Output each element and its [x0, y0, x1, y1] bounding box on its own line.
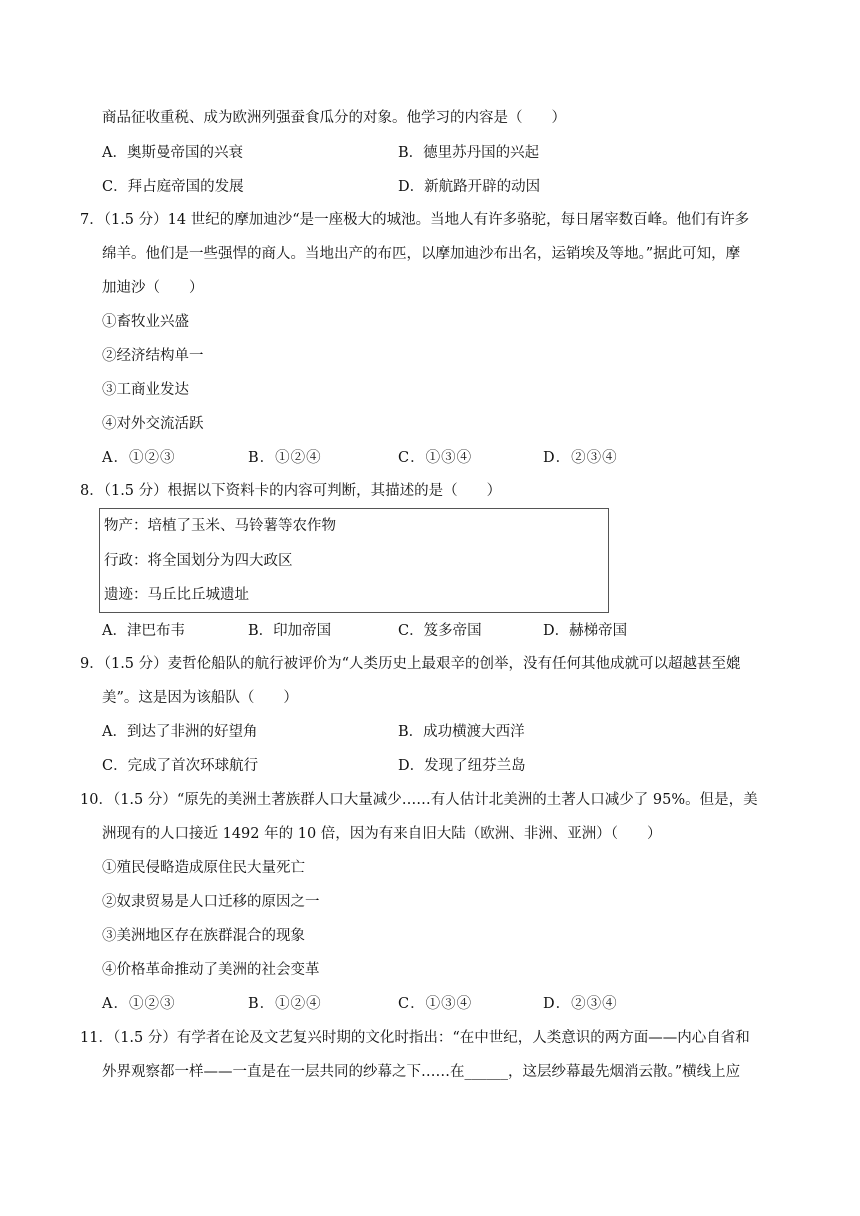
q7-option-d: D．②③④	[543, 450, 618, 466]
q7-option-a: A．①②③	[102, 450, 176, 466]
q11-stem-line-1: 11．（1.5 分）有学者在论及文艺复兴时期的文化时指出：“在中世纪，人类意识的两方面——内心自省和	[80, 1030, 750, 1046]
q8-card-line-2: 行政：将全国划分为四大政区	[104, 553, 293, 569]
q8-card-line-1: 物产：培植了玉米、马铃薯等农作物	[104, 518, 336, 534]
q9-stem-line-2: 美”。这是因为该船队（ ）	[102, 690, 298, 706]
q7-option-b: B．①②④	[248, 450, 322, 466]
q7-item-2: ②经济结构单一	[102, 348, 204, 364]
q10-item-2: ②奴隶贸易是人口迁移的原因之一	[102, 894, 320, 910]
q10-option-a: A．①②③	[102, 996, 176, 1012]
q9-option-a: A．到达了非洲的好望角	[102, 724, 258, 740]
q6-option-b: B．德里苏丹国的兴起	[398, 145, 540, 161]
q6-option-d: D．新航路开辟的动因	[398, 179, 541, 195]
q6-option-c: C．拜占庭帝国的发展	[102, 179, 244, 195]
q9-stem-line-1: 9．（1.5 分）麦哲伦船队的航行被评价为“人类历史上最艰辛的创举，没有任何其他成就可以超越甚至媲	[80, 656, 741, 672]
q11-stem-line-2: 外界观察都一样——一直是在一层共同的纱幕之下……在______，这层纱幕最先烟消云散。”横线上应	[102, 1064, 741, 1080]
q6-option-a: A．奥斯曼帝国的兴衰	[102, 145, 243, 161]
q9-option-b: B．成功横渡大西洋	[398, 724, 525, 740]
q10-option-b: B．①②④	[248, 996, 322, 1012]
q10-stem-line-2: 洲现有的人口接近 1492 年的 10 倍，因为有来自旧大陆（欧洲、非洲、亚洲）（ ）	[102, 826, 662, 842]
q10-option-c: C．①③④	[398, 996, 473, 1012]
q8-option-d: D．赫梯帝国	[543, 623, 628, 639]
q9-option-d: D．发现了纽芬兰岛	[398, 758, 526, 774]
q8-stem-line-1: 8．（1.5 分）根据以下资料卡的内容可判断，其描述的是（ ）	[80, 483, 502, 499]
q9-option-c: C．完成了首次环球航行	[102, 758, 259, 774]
q8-card-line-3: 遗迹：马丘比丘城遗址	[104, 587, 249, 603]
q8-option-b: B．印加帝国	[248, 623, 332, 639]
q7-stem-line-2: 绵羊。他们是一些强悍的商人。当地出产的布匹，以摩加迪沙布出名，运销埃及等地。”据此可知，摩	[102, 246, 741, 262]
q7-stem-line-1: 7．（1.5 分）14 世纪的摩加迪沙“是一座极大的城池。当地人有许多骆驼，每日屠宰数百峰。他们有许多	[80, 212, 750, 228]
q10-item-1: ①殖民侵略造成原住民大量死亡	[102, 860, 305, 876]
q8-option-c: C．笈多帝国	[398, 623, 482, 639]
q7-option-c: C．①③④	[398, 450, 473, 466]
q10-item-3: ③美洲地区存在族群混合的现象	[102, 928, 305, 944]
q6-stem-continuation: 商品征收重税、成为欧洲列强蚕食瓜分的对象。他学习的内容是（ ）	[102, 110, 566, 126]
q7-item-1: ①畜牧业兴盛	[102, 314, 189, 330]
q10-stem-line-1: 10．（1.5 分）“原先的美洲土著族群人口大量减少……有人估计北美洲的土著人口减少了 95%。但是，美	[80, 792, 758, 808]
q7-item-4: ④对外交流活跃	[102, 416, 204, 432]
q10-option-d: D．②③④	[543, 996, 618, 1012]
q10-item-4: ④价格革命推动了美洲的社会变革	[102, 962, 320, 978]
q7-item-3: ③工商业发达	[102, 382, 189, 398]
q7-stem-line-3: 加迪沙（ ）	[102, 280, 204, 296]
q8-option-a: A．津巴布韦	[102, 623, 185, 639]
